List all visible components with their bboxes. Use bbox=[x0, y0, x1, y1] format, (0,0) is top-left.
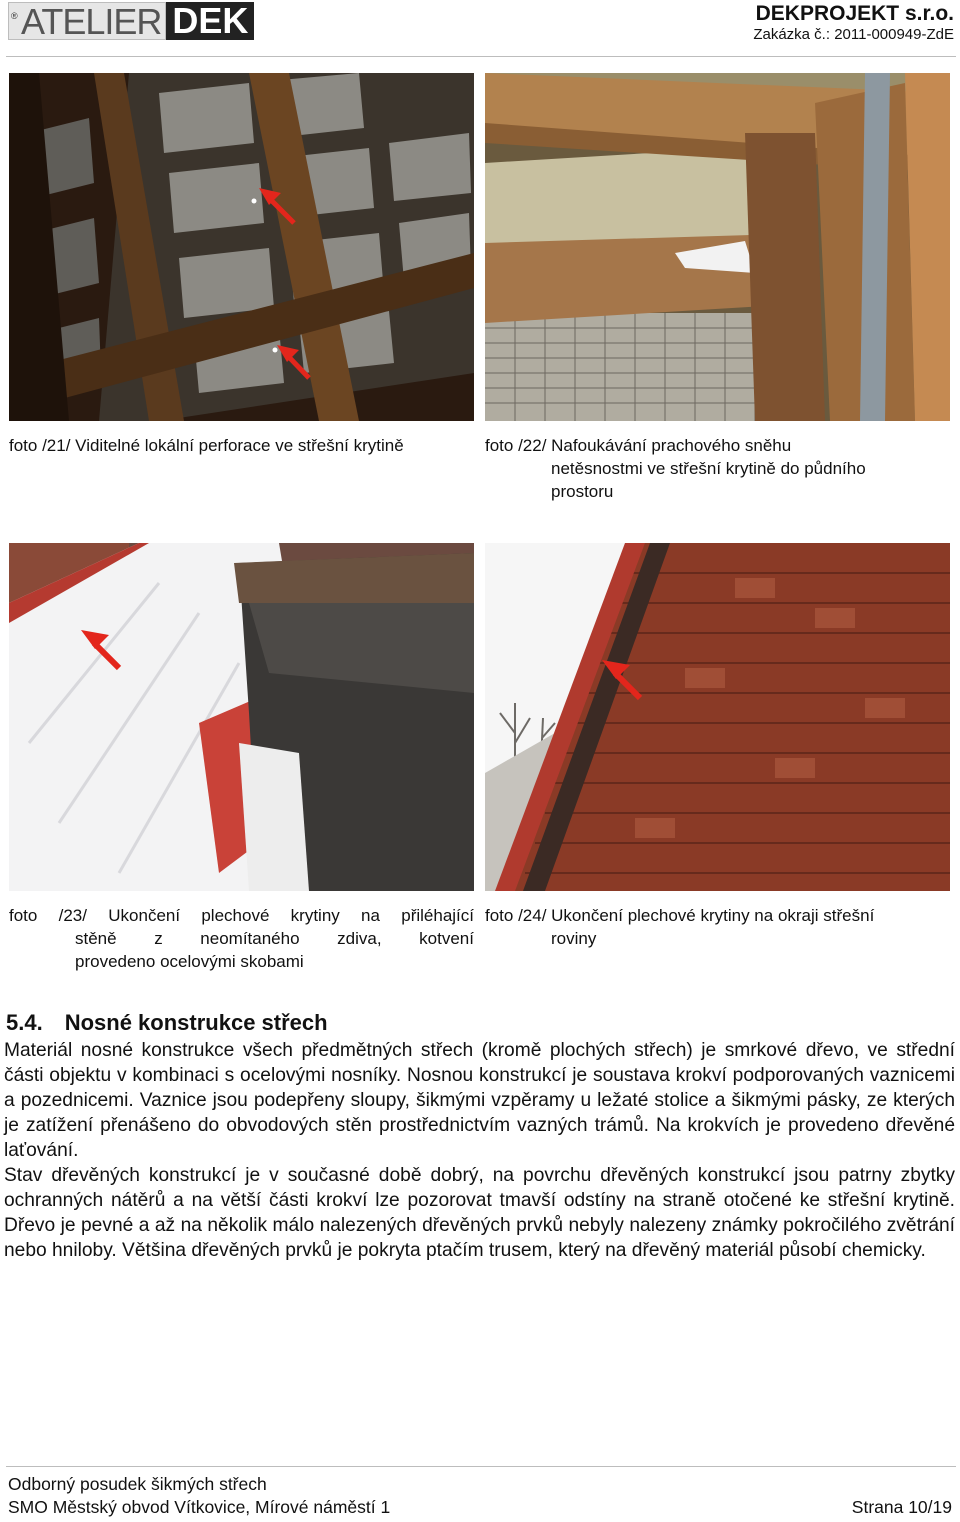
attic-snow-photo bbox=[485, 73, 950, 421]
header-divider bbox=[6, 56, 956, 57]
photo-22-caption: foto /22/ Nafoukávání prachového sněhu netěsnostmi ve střešní krytině do půdního prostoru bbox=[485, 436, 866, 501]
footer-divider bbox=[6, 1466, 956, 1467]
attic-roof-photo bbox=[9, 73, 474, 421]
footer-location: SMO Městský obvod Vítkovice, Mírové náměstí 1 bbox=[8, 1497, 391, 1517]
section-title: Nosné konstrukce střech bbox=[64, 1010, 328, 1035]
order-number: Zakázka č.: 2011-000949-ZdE bbox=[753, 26, 954, 43]
section-body bbox=[4, 1038, 955, 1263]
section-heading bbox=[6, 1010, 328, 1036]
logo-text-dek: DEK bbox=[166, 2, 254, 40]
photo-23-caption: foto /23/ Ukončení plechové krytiny na přiléhající stěně z neomítaného zdiva, kotvení provedeno ocelovými skobami bbox=[9, 906, 474, 971]
paragraph: Materiál nosné konstrukce všech předmětných střech (kromě plochých střech) je smrkové dřevo, ve střední části objektu v kombinaci s ocelovými nosníky. Nosnou konstrukcí je soustava krokví podporovaných vaznicemi a pozednicemi. Vaznice jsou podepřeny sloupy, šikmými vzpěramy u ležaté stolice a šikmými pásky, ze kterých je zatížení přenášeno do obvodových stěn prostřednictvím vazných trámů. Na krokvích je provedeno dřevěné laťování. bbox=[4, 1040, 955, 1161]
registered-mark: ® bbox=[11, 11, 18, 21]
photo-24-caption: foto /24/ Ukončení plechové krytiny na okraji střešní roviny bbox=[485, 906, 875, 948]
footer-document-title: Odborný posudek šikmých střech bbox=[8, 1474, 267, 1494]
snow-roof-photo bbox=[9, 543, 474, 891]
company-name: DEKPROJEKT s.r.o. bbox=[755, 2, 954, 25]
brick-wall-photo bbox=[485, 543, 950, 891]
atelier-dek-logo bbox=[8, 2, 254, 40]
logo-text-atelier: ® ATELIER bbox=[8, 2, 166, 40]
section-number: 5.4. bbox=[6, 1010, 43, 1035]
page-number: Strana 10/19 bbox=[851, 1497, 952, 1517]
photo-21-caption: foto /21/ Viditelné lokální perforace ve střešní krytině bbox=[9, 436, 404, 455]
paragraph: Stav dřevěných konstrukcí je v současné době dobrý, na povrchu dřevěných konstrukcí jsou patrny zbytky ochranných nátěrů a na větší části krokví lze pozorovat tmavší odstíny na straně otočené ke střešní krytině. Dřevo je pevné a až na několik málo nalezených dřevěných prvků nebyly nalezeny známky pokročilého zvětrání nebo hniloby. Většina dřevěných prvků je pokryta ptačím trusem, který na dřevěný materiál působí chemicky. bbox=[4, 1165, 955, 1261]
